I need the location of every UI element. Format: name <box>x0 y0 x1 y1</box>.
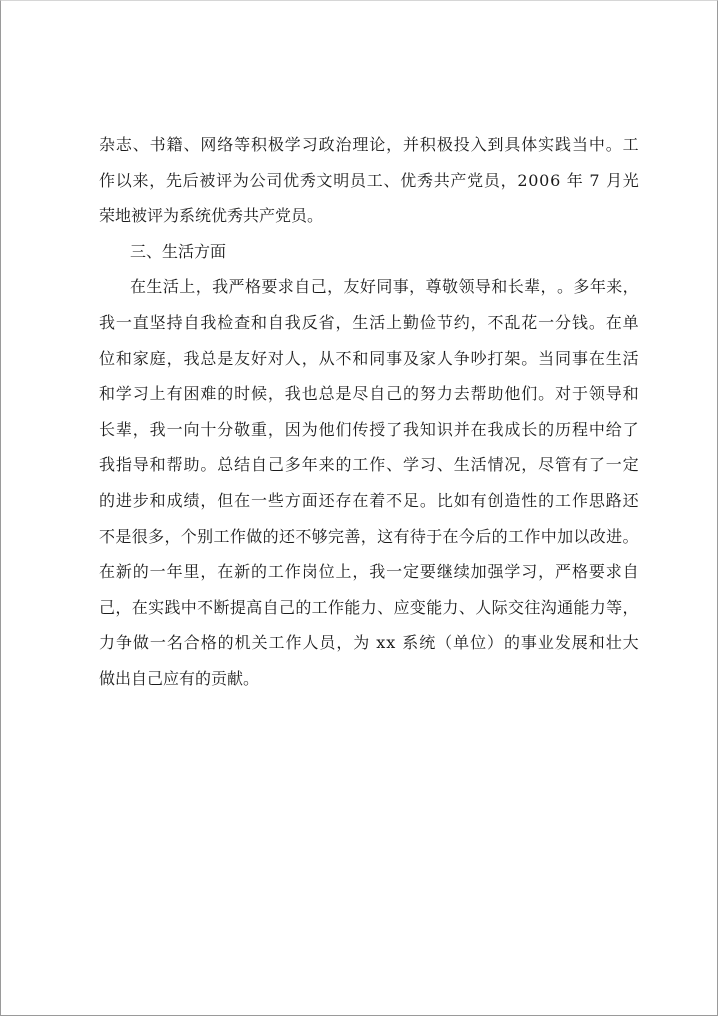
text-line: 杂 志 、 书 籍 、 网 络 等 积 极 学 习 政 治 理 论 ， 并 积 极 投 入 到 具 体 实 践 当 中 。 工 <box>99 135 639 154</box>
text-line: 荣地被评为系统优秀共产党员。 <box>99 206 324 226</box>
text-line: 在 新 的 一 年 里 ， 在 新 的 工 作 岗 位 上 ， 我 一 定 要 继 续 加 强 学 习 ， 严 格 要 求 自 <box>99 562 639 582</box>
document-body <box>99 132 639 702</box>
text-line: 不 是 很 多 ， 个 别 工 作 做 的 还 不 够 完 善 ， 这 有 待 于 在 今 后 的 工 作 中 加 以 改 进 。 <box>99 526 639 546</box>
section-heading: 三、生活方面 <box>130 241 227 261</box>
text-line: 作 以 来 ， 先 后 被 评 为 公 司 优 秀 文 明 员 工 、 优 秀 共 产 党 员 ， 2 0 0 6 年 7 月 光 <box>99 170 639 190</box>
text-line: 长 辈 ， 我 一 向 十 分 敬 重 ， 因 为 他 们 传 授 了 我 知 识 并 在 我 成 长 的 历 程 中 给 了 <box>99 419 639 439</box>
text-line: 做出自己应有的贡献。 <box>99 668 260 688</box>
text-line: 位 和 家 庭 ， 我 总 是 友 好 对 人 ， 从 不 和 同 事 及 家 人 争 吵 打 架 。 当 同 事 在 生 活 <box>99 348 639 368</box>
text-line: 我 一 直 坚 持 自 我 检 查 和 自 我 反 省 ， 生 活 上 勤 俭 节 约 ， 不 乱 花 一 分 钱 。 在 单 <box>99 312 639 332</box>
text-line: 力 争 做 一 名 合 格 的 机 关 工 作 人 员 ， 为 x x 系 统 （ 单 位 ） 的 事 业 发 展 和 壮 大 <box>99 633 639 653</box>
text-line: 我 指 导 和 帮 助 。 总 结 自 己 多 年 来 的 工 作 、 学 习 、 生 活 情 况 ， 尽 管 有 了 一 定 <box>99 455 639 475</box>
text-line: 和 学 习 上 有 困 难 的 时 候 ， 我 也 总 是 尽 自 己 的 努 力 去 帮 助 他 们 。 对 于 领 导 和 <box>99 384 639 404</box>
text-line: 己 ， 在 实 践 中 不 断 提 高 自 己 的 工 作 能 力 、 应 变 能 力 、 人 际 交 往 沟 通 能 力 等 ， <box>99 597 639 617</box>
text-line: 在 生 活 上 ， 我 严 格 要 求 自 己 ， 友 好 同 事 ， 尊 敬 领 导 和 长 辈 ， 。 多 年 来 ， <box>130 277 639 297</box>
text-line: 的 进 步 和 成 绩 ， 但 在 一 些 方 面 还 存 在 着 不 足 。 比 如 有 创 造 性 的 工 作 思 路 还 <box>99 490 639 510</box>
